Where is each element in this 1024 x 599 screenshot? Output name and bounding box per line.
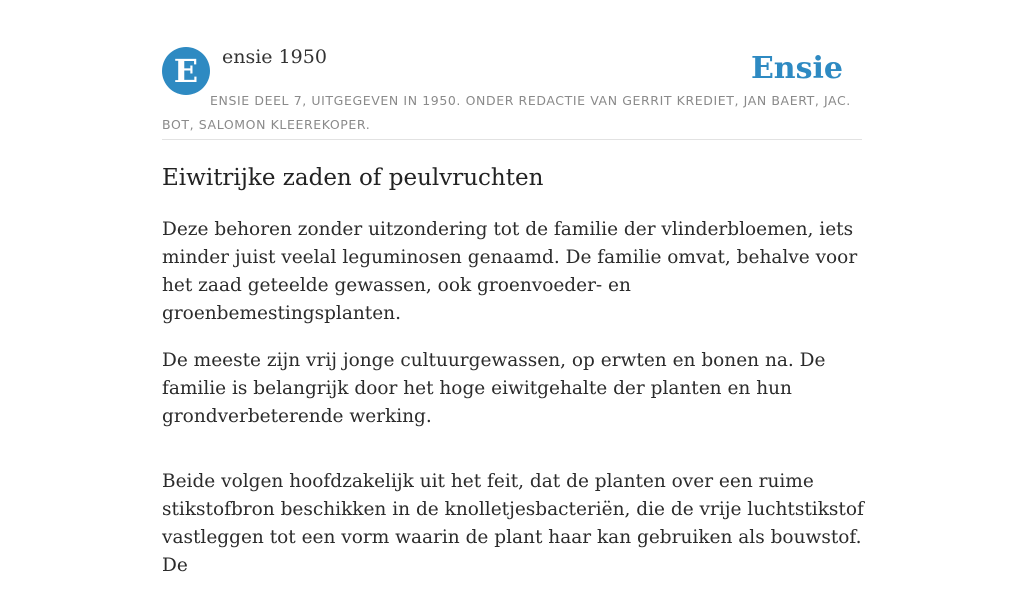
source-title[interactable]: ensie 1950 <box>222 46 327 68</box>
article-body <box>162 216 867 599</box>
header-divider <box>162 139 862 140</box>
article-paragraph: Beide volgen hoofdzakelijk uit het feit, dat de planten over een ruime stikstofbron beschikken in de knolletjesbacteriën, die de vrije luchtstikstof vastleggen tot een vorm waarin de plant haar kan gebruiken als bouwstof. De <box>162 471 864 576</box>
article-paragraph: Deze behoren zonder uitzondering tot de familie der vlinderbloemen, iets minder juist veelal leguminosen genaamd. De familie omvat, behalve voor het zaad geteelde gewassen, ook groenvoeder- en groenbemestingsplanten. <box>162 219 858 324</box>
brand-logo[interactable]: Ensie <box>750 51 843 86</box>
article-paragraph: De meeste zijn vrij jonge cultuurgewassen, op erwten en bonen na. De familie is belangrijk door het hoge eiwitgehalte der planten en hun grondverbeterende werking. <box>162 350 826 427</box>
article-title: Eiwitrijke zaden of peulvruchten <box>162 165 544 191</box>
source-description: ENSIE DEEL 7, UITGEGEVEN IN 1950. ONDER REDACTIE VAN GERRIT KREDIET, JAN BAERT, JAC. BOT, SALOMON KLEEREKOPER. <box>162 93 851 132</box>
ensie-logo-icon[interactable]: E <box>162 47 210 95</box>
